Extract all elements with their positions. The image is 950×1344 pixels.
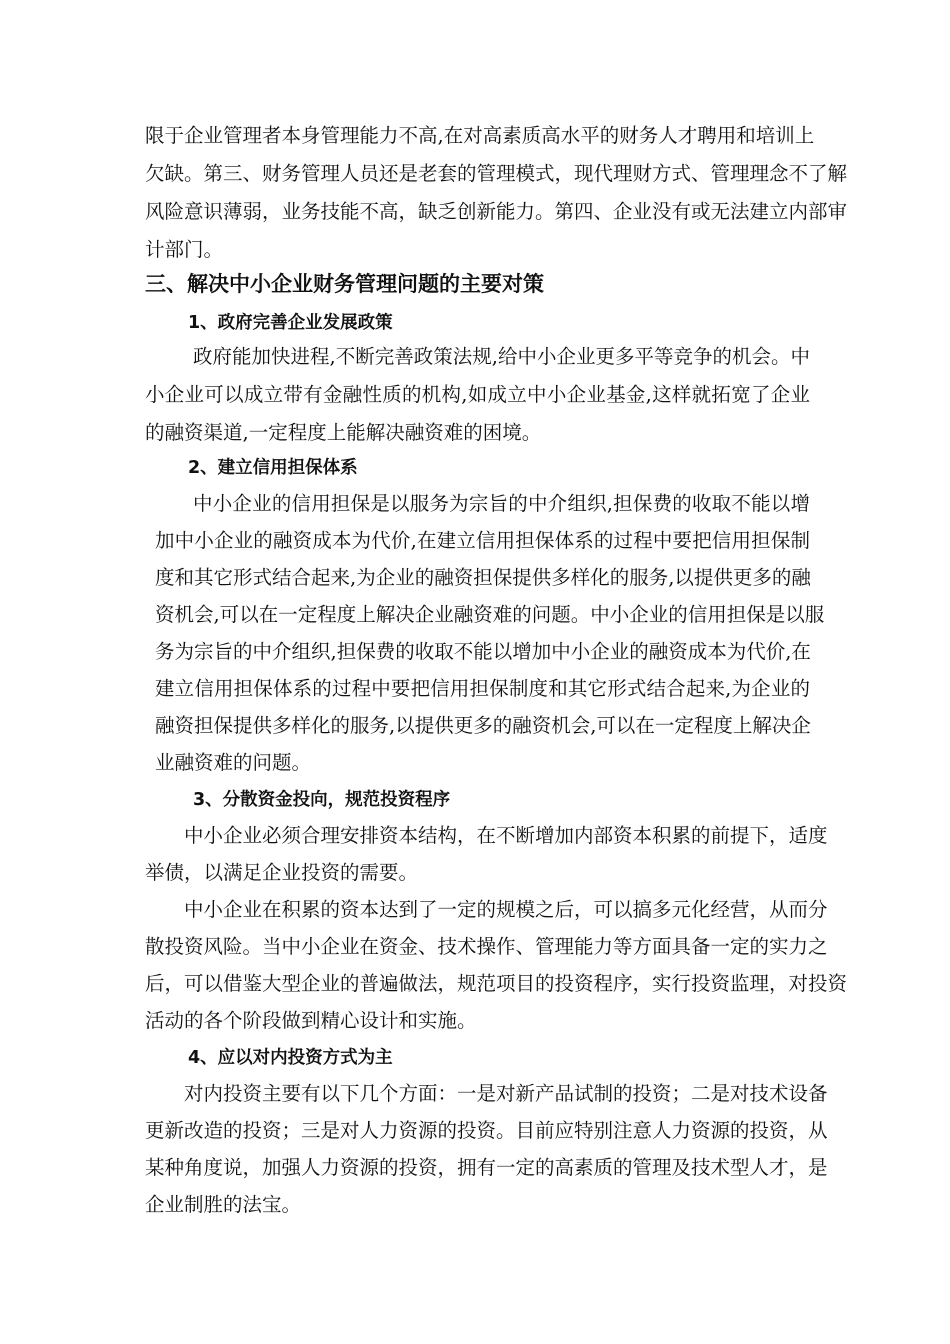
subsection-3-para2-line-4: 活动的各个阶段做到精心设计和实施。 (145, 1009, 477, 1032)
subsection-1-heading: 1、政府完善企业发展政策 (188, 313, 393, 333)
subsection-2-line-2: 加中小企业的融资成本为代价,在建立信用担保体系的过程中要把信用担保制 (155, 529, 810, 552)
subsection-3-para1-line-2: 举债，以满足企业投资的需要。 (145, 861, 419, 884)
subsection-3-para2-line-1: 中小企业在积累的资本达到了一定的规模之后，可以搞多元化经营，从而分 (184, 898, 828, 921)
subsection-2-line-5: 务为宗旨的中介组织,担保费的收取不能以增加中小企业的融资成本为代价,在 (155, 640, 811, 663)
subsection-4-line-4: 企业制胜的法宝。 (145, 1193, 302, 1216)
subsection-2-line-4: 资机会,可以在一定程度上解决企业融资难的问题。中小企业的信用担保是以服 (155, 603, 825, 626)
subsection-3-heading: 3、分散资金投向，规范投资程序 (193, 790, 451, 810)
subsection-3-para2-line-2: 散投资风险。当中小企业在资金、技术操作、管理能力等方面具备一定的实力之 (145, 935, 828, 958)
subsection-4-heading: 4、应以对内投资方式为主 (188, 1048, 393, 1068)
subsection-1-line-1: 政府能加快进程,不断完善政策法规,给中小企业更多平等竞争的机会。中 (193, 345, 810, 368)
subsection-4-line-1: 对内投资主要有以下几个方面：一是对新产品试制的投资；二是对技术设备 (184, 1082, 828, 1105)
intro-line-4: 计部门。 (145, 238, 224, 261)
subsection-3-para1-line-1: 中小企业必须合理安排资本结构，在不断增加内部资本积累的前提下，适度 (184, 824, 828, 847)
intro-line-1: 限于企业管理者本身管理能力不高,在对高素质高水平的财务人才聘用和培训上 (145, 124, 815, 147)
subsection-4-line-2: 更新改造的投资；三是对人力资源的投资。目前应特别注意人力资源的投资，从 (145, 1119, 828, 1142)
subsection-1-line-2: 小企业可以成立带有金融性质的机构,如成立中小企业基金,这样就拓宽了企业 (145, 383, 810, 406)
subsection-2-heading: 2、建立信用担保体系 (188, 458, 358, 478)
intro-line-2: 欠缺。第三、财务管理人员还是老套的管理模式，现代理财方式、管理理念不了解 (145, 162, 848, 185)
subsection-4-line-3: 某种角度说，加强人力资源的投资，拥有一定的高素质的管理及技术型人才，是 (145, 1156, 828, 1179)
section-heading: 三、解决中小企业财务管理问题的主要对策 (145, 272, 544, 296)
subsection-1-line-3: 的融资渠道,一定程度上能解决融资难的困境。 (145, 421, 542, 444)
intro-line-3: 风险意识薄弱，业务技能不高，缺乏创新能力。第四、企业没有或无法建立内部审 (145, 200, 848, 223)
subsection-2-line-6: 建立信用担保体系的过程中要把信用担保制度和其它形式结合起来,为企业的 (155, 677, 810, 700)
subsection-3-para2-line-3: 后，可以借鉴大型企业的普遍做法，规范项目的投资程序，实行投资监理，对投资 (145, 972, 848, 995)
subsection-2-line-7: 融资担保提供多样化的服务,以提供更多的融资机会,可以在一定程度上解决企 (155, 714, 811, 737)
subsection-2-line-1: 中小企业的信用担保是以服务为宗旨的中介组织,担保费的收取不能以增 (193, 492, 810, 515)
subsection-2-line-8: 业融资难的问题。 (155, 751, 312, 774)
subsection-2-line-3: 度和其它形式结合起来,为企业的融资担保提供多样化的服务,以提供更多的融 (155, 566, 811, 589)
